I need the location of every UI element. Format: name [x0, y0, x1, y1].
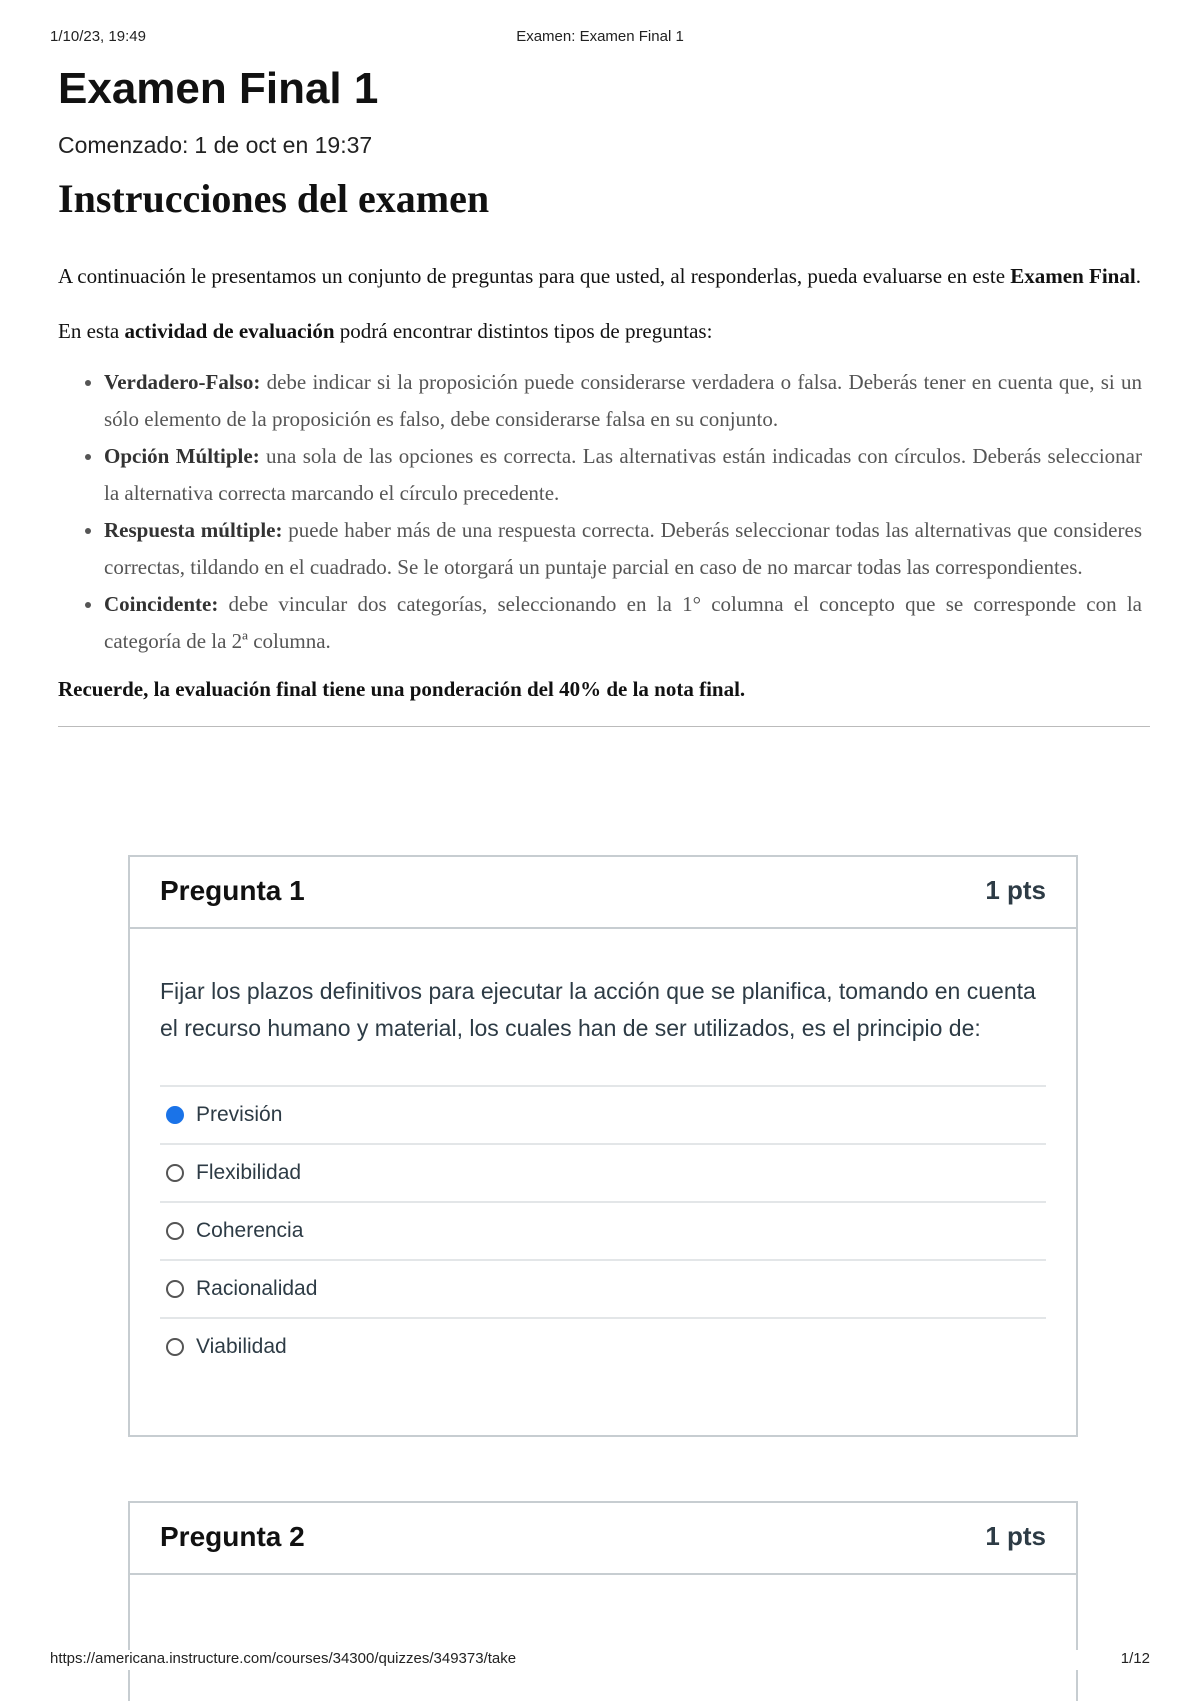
list-item — [104, 438, 1150, 512]
instructions-paragraph-2 — [58, 313, 1150, 350]
question-text: Fijar los plazos definitivos para ejecutar la acción que se planifica, tomando en cuenta el recurso humano y material, los cuales han de ser utilizados, es el principio de: — [160, 978, 1036, 1041]
p1-bold: Examen Final — [1010, 264, 1136, 288]
question-types-list — [58, 364, 1150, 660]
quiz-title: Examen Final 1 — [58, 64, 379, 113]
p2-bold: actividad de evaluación — [124, 319, 335, 343]
answer-option-viabilidad[interactable] — [160, 1317, 1046, 1375]
started-info — [58, 130, 1150, 160]
question-card-1 — [128, 855, 1078, 1437]
list-item — [104, 364, 1150, 438]
radio-icon[interactable] — [166, 1222, 184, 1240]
print-page-number: 1/12 — [1120, 1650, 1150, 1667]
item-term: Coincidente: — [104, 592, 219, 616]
item-term: Verdadero-Falso: — [104, 370, 261, 394]
answer-label: Flexibilidad — [196, 1161, 302, 1184]
instructions-paragraph-1 — [58, 258, 1150, 295]
item-desc: debe indicar si la proposición puede considerarse verdadera o falsa. Deberás tener en cuenta que, si un sólo elemento de la proposición es falso, debe considerarse falsa en su conjunto. — [104, 370, 1142, 431]
answer-option-coherencia[interactable] — [160, 1201, 1046, 1259]
quiz-page — [58, 58, 1150, 727]
question-header — [130, 857, 1076, 929]
started-label: Comenzado: — [58, 132, 189, 158]
item-term: Opción Múltiple: — [104, 444, 260, 468]
radio-icon[interactable] — [166, 1280, 184, 1298]
divider — [58, 726, 1150, 727]
p1-text: A continuación le presentamos un conjunto de preguntas para que usted, al responderlas, pueda evaluarse en este — [58, 264, 1011, 288]
answer-option-prevision[interactable] — [160, 1085, 1046, 1143]
list-item — [104, 512, 1150, 586]
started-value: 1 de oct en 19:37 — [194, 132, 373, 158]
question-points: 1 pts — [985, 1521, 1046, 1551]
question-header — [130, 1503, 1076, 1575]
answer-list — [160, 1085, 1046, 1375]
answer-label: Viabilidad — [196, 1335, 287, 1358]
print-footer — [50, 1650, 1150, 1670]
item-desc: una sola de las opciones es correcta. Las alternativas están indicadas con círculos. Deberás seleccionar la alternativa correcta marcando el círculo precedente. — [104, 444, 1142, 505]
print-header — [50, 28, 1150, 48]
radio-icon[interactable] — [166, 1164, 184, 1182]
p1-end: . — [1135, 264, 1141, 288]
answer-label: Coherencia — [196, 1219, 304, 1242]
answer-label: Previsión — [196, 1103, 283, 1126]
question-name: Pregunta 1 — [160, 875, 305, 906]
p2-pre: En esta — [58, 319, 125, 343]
question-name: Pregunta 2 — [160, 1521, 305, 1552]
item-desc: debe vincular dos categorías, seleccionando en la 1° columna el concepto que se corresponde con la categoría de la 2ª columna. — [104, 592, 1142, 653]
print-page-title: Examen: Examen Final 1 — [516, 28, 684, 45]
weighting-note: Recuerde, la evaluación final tiene una ponderación del 40% de la nota final. — [58, 677, 746, 701]
answer-option-racionalidad[interactable] — [160, 1259, 1046, 1317]
answer-label: Racionalidad — [196, 1277, 318, 1300]
item-term: Respuesta múltiple: — [104, 518, 283, 542]
answer-option-flexibilidad[interactable] — [160, 1143, 1046, 1201]
print-datetime: 1/10/23, 19:49 — [50, 28, 146, 45]
radio-selected-icon[interactable] — [166, 1106, 184, 1124]
list-item — [104, 586, 1150, 660]
radio-icon[interactable] — [166, 1338, 184, 1356]
item-desc: puede haber más de una respuesta correcta. Deberás seleccionar todas las alternativas que consideres correctas, tildando en el cuadrado. Se le otorgará un puntaje parcial en caso de no marcar todas las correspondientes. — [104, 518, 1142, 579]
question-points: 1 pts — [985, 875, 1046, 905]
instructions-heading: Instrucciones del examen — [58, 176, 490, 221]
question-card-2 — [128, 1501, 1078, 1701]
p2-post: podrá encontrar distintos tipos de preguntas: — [334, 319, 713, 343]
print-url: https://americana.instructure.com/courses/34300/quizzes/349373/take — [50, 1650, 517, 1667]
